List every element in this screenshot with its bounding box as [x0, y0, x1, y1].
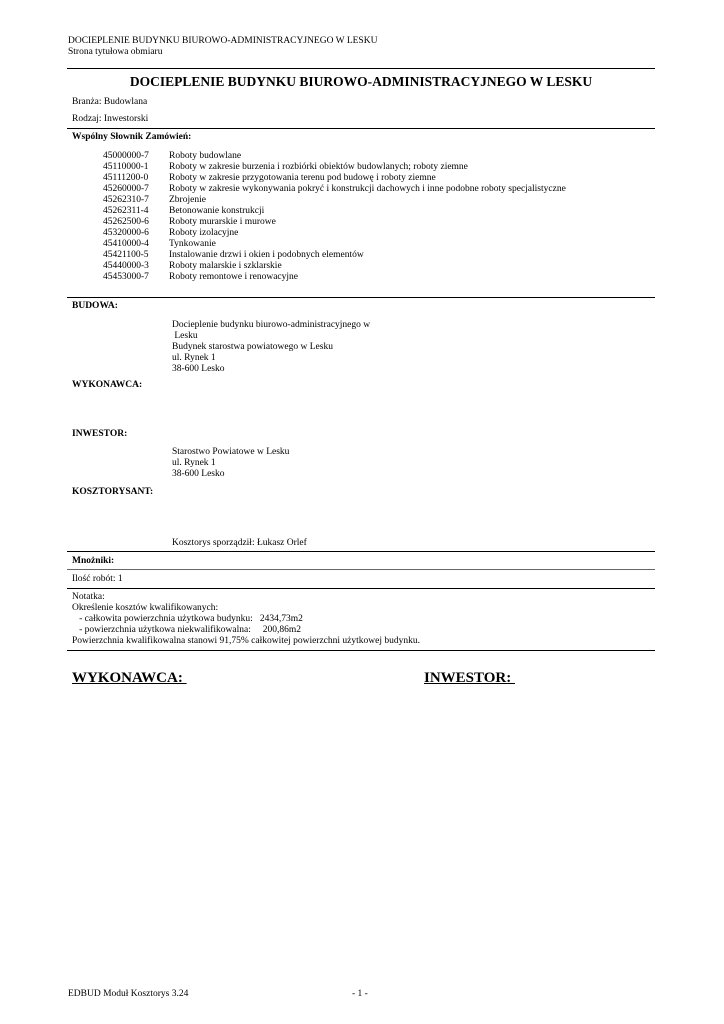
- ilosc-robot: Ilość robót: 1: [72, 574, 123, 584]
- list-item: [103, 272, 298, 283]
- divider: [67, 297, 655, 298]
- cpv-description: Roboty w zakresie wykonywania pokryć i konstrukcji dachowych i inne podobne roboty specjalistyczne: [169, 184, 566, 194]
- cpv-code: 45440000-3: [103, 261, 149, 271]
- cpv-code: 45000000-7: [103, 151, 149, 161]
- signature-wykonawca: WYKONAWCA:: [72, 670, 187, 686]
- document-title: DOCIEPLENIE BUDYNKU BIUROWO-ADMINISTRACYJNEGO W LESKU: [129, 74, 593, 89]
- budowa-label: BUDOWA:: [72, 301, 118, 311]
- running-header-subtitle: Strona tytułowa obmiaru: [68, 47, 163, 57]
- divider: [67, 551, 655, 552]
- branza-text: Branża: Budowlana: [72, 97, 148, 107]
- list-item: [103, 250, 364, 261]
- cpv-code: 45260000-7: [103, 184, 149, 194]
- cpv-description: Roboty remontowe i renowacyjne: [169, 272, 299, 282]
- note-line: Określenie kosztów kwalifikowanych:: [72, 603, 219, 613]
- address-line: ul. Rynek 1: [172, 353, 216, 363]
- page-number: - 1 -: [352, 989, 368, 999]
- address-line: ul. Rynek 1: [172, 458, 216, 468]
- divider: [67, 650, 655, 651]
- cpv-description: Betonowanie konstrukcji: [169, 206, 265, 216]
- cpv-code: 45453000-7: [103, 272, 149, 282]
- divider: [67, 68, 655, 69]
- cpv-code: 45410000-4: [103, 239, 149, 249]
- address-line: Docieplenie budynku biurowo-administracyjnego w: [172, 320, 371, 330]
- list-item: [103, 151, 241, 162]
- note-line: Notatka:: [72, 592, 105, 602]
- list-item: [103, 239, 216, 250]
- cpv-code: 45421100-5: [103, 250, 149, 260]
- divider: [67, 588, 655, 589]
- wykonawca-label: WYKONAWCA:: [72, 380, 143, 390]
- list-item: [103, 162, 468, 173]
- cpv-description: Roboty budowlane: [169, 151, 242, 161]
- cpv-code: 45320000-6: [103, 228, 149, 238]
- cpv-description: Roboty w zakresie przygotowania terenu pod budowę i roboty ziemne: [169, 173, 436, 183]
- list-item: [103, 195, 206, 206]
- cpv-code: 45262310-7: [103, 195, 149, 205]
- kosztorysant-label: KOSZTORYSANT:: [72, 487, 154, 497]
- list-item: [103, 184, 566, 195]
- cpv-description: Tynkowanie: [169, 239, 216, 249]
- list-item: [103, 261, 282, 272]
- divider: [67, 569, 655, 570]
- address-line: 38-600 Lesko: [172, 469, 225, 479]
- cpv-code: 45262500-6: [103, 217, 149, 227]
- list-item: [103, 217, 276, 228]
- cpv-code: 45110000-1: [103, 162, 149, 172]
- cpv-description: Instalowanie drzwi i okien i podobnych elementów: [169, 250, 364, 260]
- note-line: - powierzchnia użytkowa niekwalifikowalna: 200,86m2: [72, 625, 301, 635]
- footer-software: EDBUD Moduł Kosztorys 3.24: [68, 989, 189, 999]
- address-line: Starostwo Powiatowe w Lesku: [172, 447, 290, 457]
- note-line: - całkowita powierzchnia użytkowa budynku: 2434,73m2: [72, 614, 303, 624]
- cpv-heading: Wspólny Słownik Zamówień:: [72, 132, 192, 142]
- signature-inwestor: INWESTOR:: [424, 670, 515, 686]
- address-line: Budynek starostwa powiatowego w Lesku: [172, 342, 333, 352]
- divider: [67, 128, 655, 129]
- inwestor-label: INWESTOR:: [72, 429, 128, 439]
- kosztorysant-name: Kosztorys sporządził: Łukasz Orlef: [172, 538, 307, 548]
- rodzaj-text: Rodzaj: Inwestorski: [72, 114, 149, 124]
- list-item: [103, 206, 264, 217]
- mnozniki-label: Mnożniki:: [72, 556, 115, 566]
- address-line: 38-600 Lesko: [172, 364, 225, 374]
- running-header-title: DOCIEPLENIE BUDYNKU BIUROWO-ADMINISTRACYJNEGO W LESKU: [68, 36, 378, 46]
- cpv-description: Roboty w zakresie burzenia i rozbiórki obiektów budowlanych; roboty ziemne: [169, 162, 468, 172]
- cpv-description: Zbrojenie: [169, 195, 206, 205]
- cpv-description: Roboty izolacyjne: [169, 228, 239, 238]
- cpv-code: 45111200-0: [103, 173, 149, 183]
- address-line: Lesku: [172, 331, 198, 341]
- list-item: [103, 173, 436, 184]
- cpv-description: Roboty murarskie i murowe: [169, 217, 276, 227]
- note-line: Powierzchnia kwalifikowalna stanowi 91,75% całkowitej powierzchni użytkowej budynku.: [72, 636, 420, 646]
- cpv-code: 45262311-4: [103, 206, 149, 216]
- list-item: [103, 228, 238, 239]
- cpv-description: Roboty malarskie i szklarskie: [169, 261, 282, 271]
